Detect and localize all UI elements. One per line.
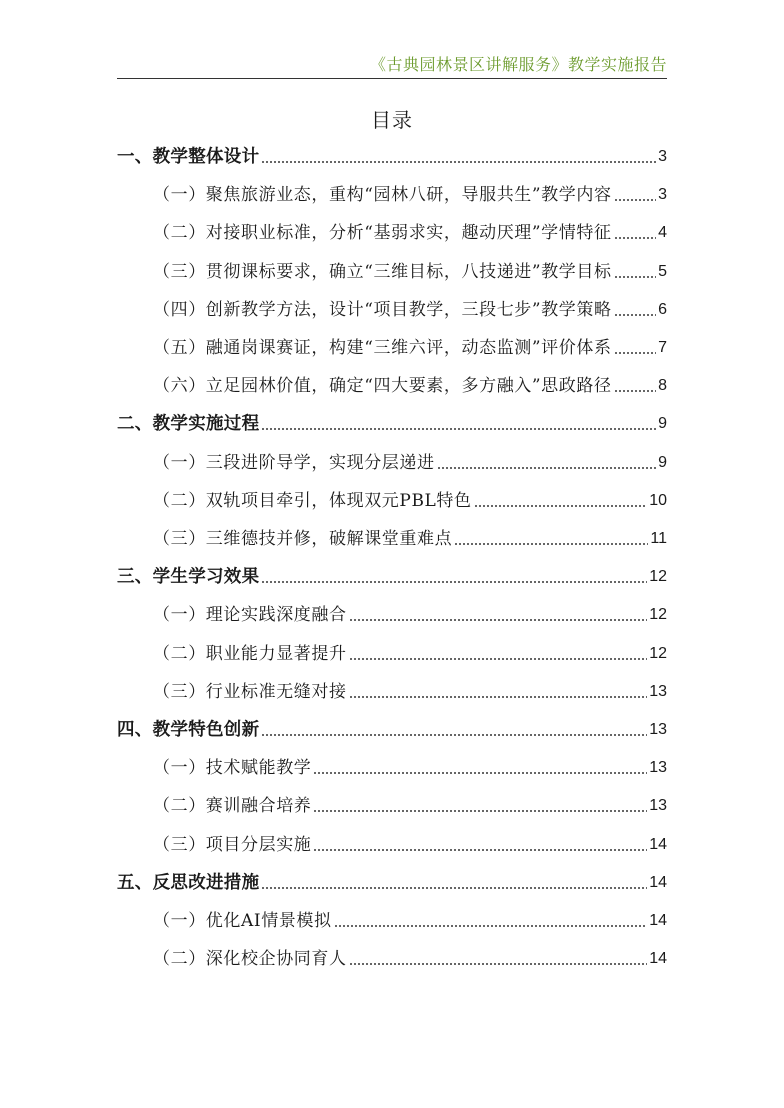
toc-subsection-entry[interactable] xyxy=(117,373,667,397)
dot-leader xyxy=(614,237,657,239)
toc-entry-label: （一）优化AI情景模拟 xyxy=(153,911,332,931)
toc-entry-label: （二）对接职业标准，分析“基弱求实，趣动厌理”学情特征 xyxy=(153,223,612,244)
toc-entry-page-number: 13 xyxy=(649,721,667,738)
toc-entry-label: （三）行业标准无缝对接 xyxy=(153,681,347,702)
toc-entry-page-number: 6 xyxy=(658,300,667,318)
toc-subsection-entry[interactable] xyxy=(117,641,667,665)
toc-subsection-entry[interactable] xyxy=(117,946,667,970)
toc-entry-label: （三）三维德技并修，破解课堂重难点 xyxy=(153,529,453,549)
toc-entry-label: （一）技术赋能教学 xyxy=(153,758,312,779)
dot-leader xyxy=(349,658,648,660)
toc-entry-page-number: 4 xyxy=(658,224,667,242)
toc-entry-page-number: 13 xyxy=(649,797,667,815)
toc-entry-page-number: 12 xyxy=(649,606,667,624)
toc-subsection-entry[interactable] xyxy=(117,450,667,474)
dot-leader xyxy=(261,161,656,163)
toc-entry-label: 五、反思改进措施 xyxy=(117,872,260,893)
toc-entry-page-number: 13 xyxy=(649,682,667,700)
header-title: 《古典园林景区讲解服务》教学实施报告 xyxy=(369,55,667,74)
toc-subsection-entry[interactable] xyxy=(117,793,667,817)
toc-subsection-entry[interactable] xyxy=(117,259,667,283)
dot-leader xyxy=(261,734,647,736)
toc-entry-label: （三）贯彻课标要求，确立“三维目标，八技递进”教学目标 xyxy=(153,261,612,282)
dot-leader xyxy=(474,505,648,507)
toc-entry-page-number: 10 xyxy=(649,491,667,509)
toc-entry-page-number: 14 xyxy=(649,912,667,929)
toc-entry-page-number: 3 xyxy=(658,148,667,165)
toc-entry-page-number: 8 xyxy=(658,377,667,395)
toc-subsection-entry[interactable] xyxy=(117,297,667,321)
toc-entry-page-number: 14 xyxy=(649,950,667,968)
toc-entry-label: （三）项目分层实施 xyxy=(153,834,312,855)
toc-subsection-entry[interactable] xyxy=(117,908,667,932)
toc-entry-page-number: 13 xyxy=(649,759,667,777)
toc-entry-label: （一）理论实践深度融合 xyxy=(153,605,347,626)
toc-subsection-entry[interactable] xyxy=(117,220,667,244)
toc-entry-page-number: 5 xyxy=(658,262,667,280)
dot-leader xyxy=(437,467,656,469)
dot-leader xyxy=(313,849,647,851)
dot-leader xyxy=(614,352,657,354)
toc-entry-label: （二）赛训融合培养 xyxy=(153,796,312,817)
dot-leader xyxy=(614,314,657,316)
dot-leader xyxy=(454,543,648,545)
dot-leader xyxy=(349,619,648,621)
dot-leader xyxy=(261,428,656,430)
toc-section-entry[interactable] xyxy=(117,564,667,588)
toc-entry-label: （一）聚焦旅游业态，重构“园林八研，导服共生”教学内容 xyxy=(153,185,612,206)
toc-entry-label: （四）创新教学方法，设计“项目教学，三段七步”教学策略 xyxy=(153,299,612,320)
toc-section-entry[interactable] xyxy=(117,144,667,168)
dot-leader xyxy=(349,963,648,965)
toc-section-entry[interactable] xyxy=(117,870,667,894)
toc-subsection-entry[interactable] xyxy=(117,488,667,512)
toc-list xyxy=(117,0,667,1108)
dot-leader xyxy=(261,887,647,889)
toc-entry-page-number: 9 xyxy=(658,415,667,433)
dot-leader xyxy=(614,390,657,392)
toc-entry-label: （二）职业能力显著提升 xyxy=(153,643,347,664)
toc-entry-label: （六）立足园林价值，确定“四大要素，多方融入”思政路径 xyxy=(153,376,612,397)
toc-entry-page-number: 7 xyxy=(658,339,667,356)
toc-entry-page-number: 3 xyxy=(658,186,667,204)
dot-leader xyxy=(313,772,647,774)
dot-leader xyxy=(349,696,648,698)
dot-leader xyxy=(313,810,647,812)
toc-subsection-entry[interactable] xyxy=(117,832,667,856)
toc-entry-label: 一、教学整体设计 xyxy=(117,147,260,167)
toc-title: 目录 xyxy=(371,108,413,132)
toc-entry-page-number: 14 xyxy=(649,835,667,853)
toc-entry-label: （二）双轨项目牵引，体现双元PBL特色 xyxy=(153,490,472,511)
toc-entry-label: （一）三段进阶导学，实现分层递进 xyxy=(153,452,435,473)
toc-entry-label: 四、教学特色创新 xyxy=(117,720,260,740)
toc-entry-page-number: 11 xyxy=(650,530,667,547)
toc-entry-page-number: 12 xyxy=(649,644,667,662)
toc-entry-page-number: 9 xyxy=(658,453,667,471)
toc-entry-label: 二、教学实施过程 xyxy=(117,414,260,435)
toc-entry-page-number: 12 xyxy=(649,568,667,586)
toc-entry-label: 三、学生学习效果 xyxy=(117,567,260,588)
toc-subsection-entry[interactable] xyxy=(117,526,667,550)
toc-subsection-entry[interactable] xyxy=(117,755,667,779)
dot-leader xyxy=(614,199,657,201)
dot-leader xyxy=(614,276,657,278)
dot-leader xyxy=(261,581,647,583)
toc-subsection-entry[interactable] xyxy=(117,602,667,626)
dot-leader xyxy=(334,925,648,927)
toc-entry-label: （二）深化校企协同育人 xyxy=(153,949,347,970)
toc-section-entry[interactable] xyxy=(117,411,667,435)
toc-entry-page-number: 14 xyxy=(649,873,667,891)
toc-entry-label: （五）融通岗课赛证，构建“三维六评，动态监测”评价体系 xyxy=(153,338,612,358)
toc-subsection-entry[interactable] xyxy=(117,182,667,206)
toc-section-entry[interactable] xyxy=(117,717,667,741)
toc-subsection-entry[interactable] xyxy=(117,679,667,703)
toc-subsection-entry[interactable] xyxy=(117,335,667,359)
